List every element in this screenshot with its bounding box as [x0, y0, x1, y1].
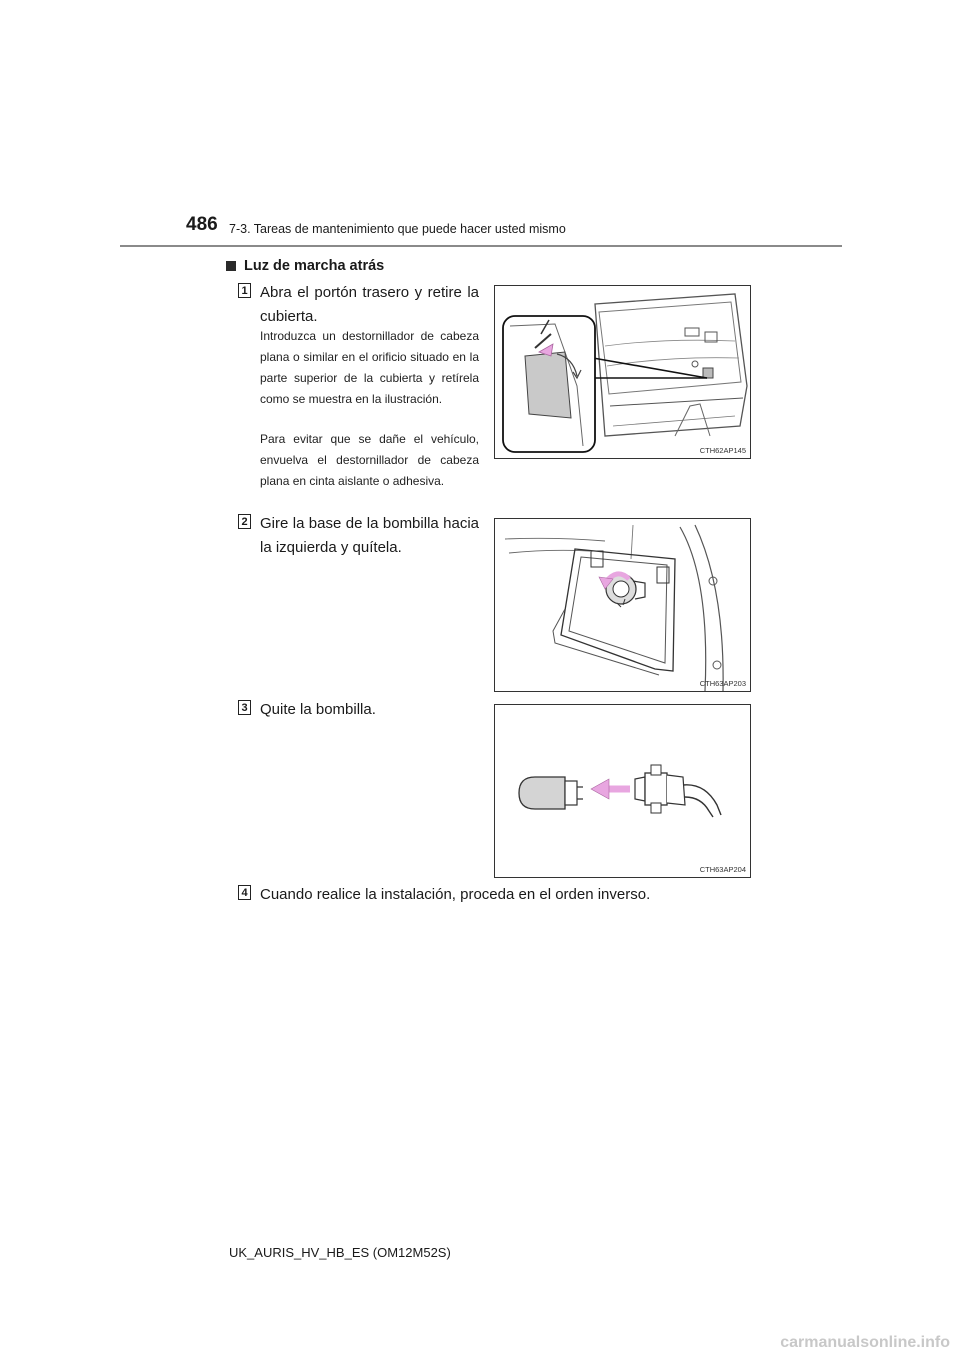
section-title: Luz de marcha atrás — [244, 258, 385, 274]
figure-code: CTH62AP145 — [699, 446, 746, 455]
document-footer: UK_AURIS_HV_HB_ES (OM12M52S) — [229, 1245, 451, 1260]
figure-bulb-removal — [494, 704, 751, 878]
figure-bulb-base — [494, 518, 751, 692]
figure-code: CTH63AP204 — [699, 865, 746, 874]
page-number: 486 — [186, 214, 218, 235]
step-number-4: 4 — [238, 885, 251, 900]
step-number-1: 1 — [238, 283, 251, 298]
figure-code: CTH63AP203 — [699, 679, 746, 688]
step-1-text: Abra el portón trasero y retire la cubierta. — [260, 284, 479, 325]
header-divider — [120, 245, 842, 247]
step-2-text: Gire la base de la bombilla hacia la izquierda y quítela. — [260, 515, 479, 556]
step-4-text: Cuando realice la instalación, proceda en el orden inverso. — [260, 886, 651, 903]
step-1-note-2: Para evitar que se dañe el vehículo, envuelva el destornillador de cabeza plana en cinta aislante o adhesiva. — [260, 432, 479, 488]
step-3-text: Quite la bombilla. — [260, 701, 376, 718]
watermark: carmanualsonline.info — [780, 1334, 950, 1351]
step-number-2: 2 — [238, 514, 251, 529]
square-bullet-icon — [226, 261, 236, 271]
tailgate-illustration — [495, 286, 750, 458]
step-1-note-1: Introduzca un destornillador de cabeza plana o similar en el orificio situado en la parte superior de la cubierta y retírela como se muestra en la ilustración. — [260, 329, 479, 406]
bulb-removal-illustration — [495, 705, 750, 877]
figure-tailgate-cover — [494, 285, 751, 459]
chapter-title: 7-3. Tareas de mantenimiento que puede hacer usted mismo — [229, 222, 566, 236]
step-number-3: 3 — [238, 700, 251, 715]
bulb-base-illustration — [495, 519, 750, 691]
section-heading — [226, 258, 384, 274]
